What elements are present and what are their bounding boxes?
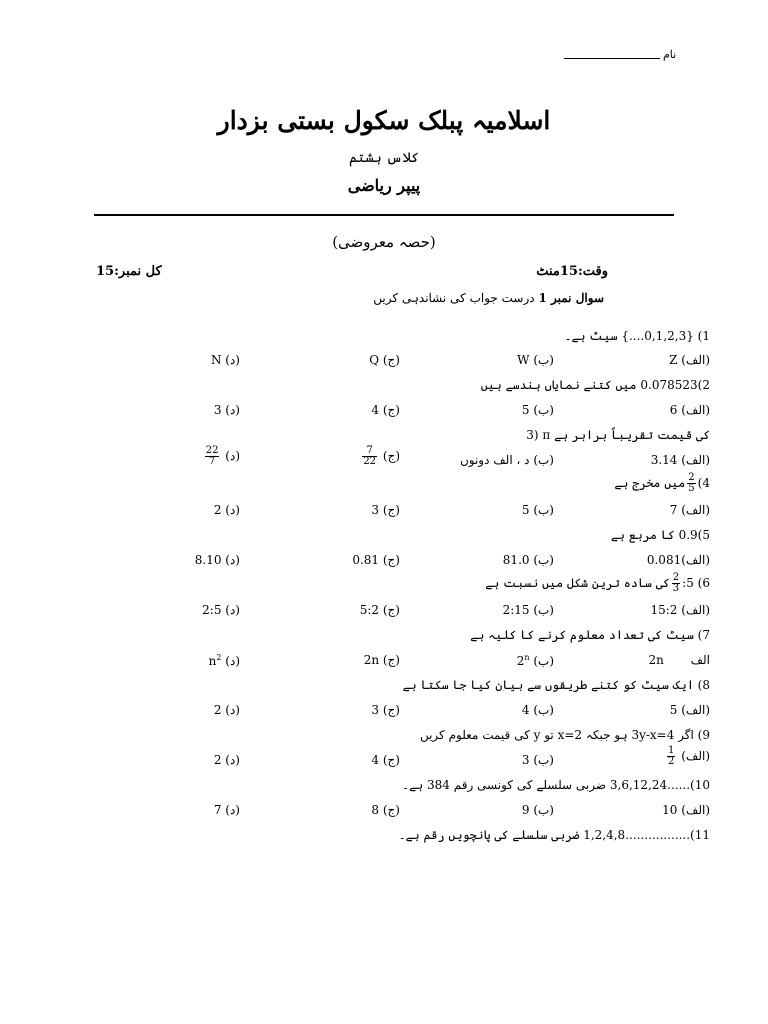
q2-option-b: (ب) 5 xyxy=(521,403,554,417)
question-4 xyxy=(614,473,710,494)
question-6-fraction xyxy=(672,573,680,594)
question-11: 11).................1,2,4,8 ضربی سلسلے کی پانچویں رقم ہے۔ xyxy=(398,828,710,842)
question-1: 1) {0,1,2,3....} سیٹ ہے۔ xyxy=(564,329,710,343)
question-10: 10)......3,6,12,24 ضربی سلسلے کی کونسی رقم 384 ہے۔ xyxy=(402,778,710,792)
fraction-numerator: 2 xyxy=(672,572,680,583)
option-value: 2n xyxy=(648,653,664,667)
fraction-denominator: 3 xyxy=(672,583,680,594)
q10-option-b: (ب) 9 xyxy=(521,803,554,817)
q8-option-b: (ب) 4 xyxy=(521,703,554,717)
paper-title: پیپر ریاضی xyxy=(347,176,421,195)
fraction-denominator: 2 xyxy=(668,756,675,767)
q7-option-d xyxy=(209,653,240,668)
q9-option-c: (ج) 4 xyxy=(371,753,400,767)
school-title: اسلامیہ پبلک سکول بستی بزدار xyxy=(217,106,551,135)
option-exponent: 2 xyxy=(216,653,222,662)
q1-option-a: (الف) Z xyxy=(669,353,710,367)
q9-option-b: (ب) 3 xyxy=(521,753,554,767)
q3-option-c-fraction xyxy=(362,446,377,467)
q6-option-c: (ج) 5:2 xyxy=(359,603,400,617)
q4-option-a: (الف) 7 xyxy=(669,503,710,517)
q10-option-c: (ج) 8 xyxy=(371,803,400,817)
q6-option-d: (د) 2:5 xyxy=(202,603,240,617)
q10-option-d: (د) 7 xyxy=(213,803,240,817)
name-label: نام xyxy=(663,48,677,61)
question-6 xyxy=(485,573,710,594)
question-2: 2)0.078523 میں کتنے نمایاں ہندسے ہیں xyxy=(480,378,710,392)
option-exponent: n xyxy=(524,653,530,662)
question-5: 5)0.9 کا مربع ہے xyxy=(610,528,710,542)
question-number: 6) 5: xyxy=(682,576,710,590)
q1-option-d: (د) N xyxy=(210,353,240,367)
header-divider xyxy=(94,214,674,216)
fraction-numerator: 7 xyxy=(362,446,377,457)
q3-option-c xyxy=(360,446,400,467)
q5-option-d: (د) 8.10 xyxy=(194,553,240,567)
question-text: میں مخرج ہے xyxy=(614,476,686,490)
q7-option-a xyxy=(649,653,711,667)
q7-option-b xyxy=(517,653,554,668)
class-label: کلاس ہشتم xyxy=(348,150,420,166)
q5-option-b: (ب) 81.0 xyxy=(502,553,554,567)
question-text: کی سادہ ترین شکل میں نسبت ہے xyxy=(485,576,670,590)
q5-option-a: (الف)0.081 xyxy=(646,553,710,567)
option-base: 2 xyxy=(516,654,525,668)
q3-option-b: (ب) د ، الف دونوں xyxy=(459,453,554,467)
option-base: n xyxy=(208,654,217,668)
q3-option-a: (الف) 3.14 xyxy=(650,453,710,467)
q9-option-a xyxy=(665,746,710,767)
q10-option-a: (الف) 10 xyxy=(662,803,710,817)
q2-option-a: (الف) 6 xyxy=(669,403,710,417)
q8-option-c: (ج) 3 xyxy=(371,703,400,717)
option-label: (الف) xyxy=(681,749,710,763)
q1-option-c: (ج) Q xyxy=(369,353,400,367)
question-8: 8) ایک سیٹ کو کتنے طریقوں سے بیان کیا جا سکتا ہے xyxy=(402,678,710,692)
fraction-numerator: 1 xyxy=(668,745,675,756)
time-label: وقت:15منٹ xyxy=(536,264,608,279)
question-heading xyxy=(373,291,604,305)
q3-option-d xyxy=(203,446,240,467)
section-title: (حصہ معروضی) xyxy=(332,233,436,251)
q6-option-a: (الف) 15:2 xyxy=(650,603,710,617)
q7-option-c: (ج) 2n xyxy=(363,653,400,667)
q9-option-d: (د) 2 xyxy=(213,753,240,767)
q2-option-d: (د) 3 xyxy=(213,403,240,417)
question-3: 3) π کی قیمت تقریباً برابر ہے xyxy=(526,428,710,442)
q4-option-b: (ب) 5 xyxy=(521,503,554,517)
fraction-denominator: 7 xyxy=(208,456,216,467)
fraction-numerator: 2 xyxy=(688,472,695,483)
q1-option-b: (ب) W xyxy=(517,353,554,367)
total-marks: کل نمبر:15 xyxy=(96,264,162,279)
option-label: الف xyxy=(690,653,710,667)
fraction-denominator: 5 xyxy=(688,483,695,494)
option-label: (ج) xyxy=(382,449,400,463)
option-label: (ب) xyxy=(533,654,554,668)
q3-option-d-fraction xyxy=(205,446,220,467)
question-heading-bold: سوال نمبر 1 xyxy=(538,291,604,305)
question-9: 9) اگر 3y-x=4 ہو جبکہ x=2 تو y کی قیمت معلوم کریں xyxy=(419,728,710,742)
q6-option-b: (ب) 2:15 xyxy=(502,603,554,617)
q9-option-a-fraction xyxy=(667,746,675,767)
fraction-denominator: 22 xyxy=(363,456,377,467)
question-7: 7) سیٹ کی تعداد معلوم کرنے کا کلیہ ہے xyxy=(470,628,710,642)
q8-option-d: (د) 2 xyxy=(213,703,240,717)
question-number: 4) xyxy=(697,476,710,490)
question-heading-text: درست جواب کی نشاندہی کریں xyxy=(373,291,535,305)
option-label: (د) xyxy=(225,449,240,463)
q4-option-c: (ج) 3 xyxy=(371,503,400,517)
q2-option-c: (ج) 4 xyxy=(371,403,400,417)
q5-option-c: (ج) 0.81 xyxy=(352,553,400,567)
name-line xyxy=(564,58,660,59)
q4-option-d: (د) 2 xyxy=(213,503,240,517)
q8-option-a: (الف) 5 xyxy=(669,703,710,717)
fraction-numerator: 22 xyxy=(205,445,219,456)
question-4-fraction xyxy=(687,473,695,494)
option-label: (د) xyxy=(225,654,240,668)
